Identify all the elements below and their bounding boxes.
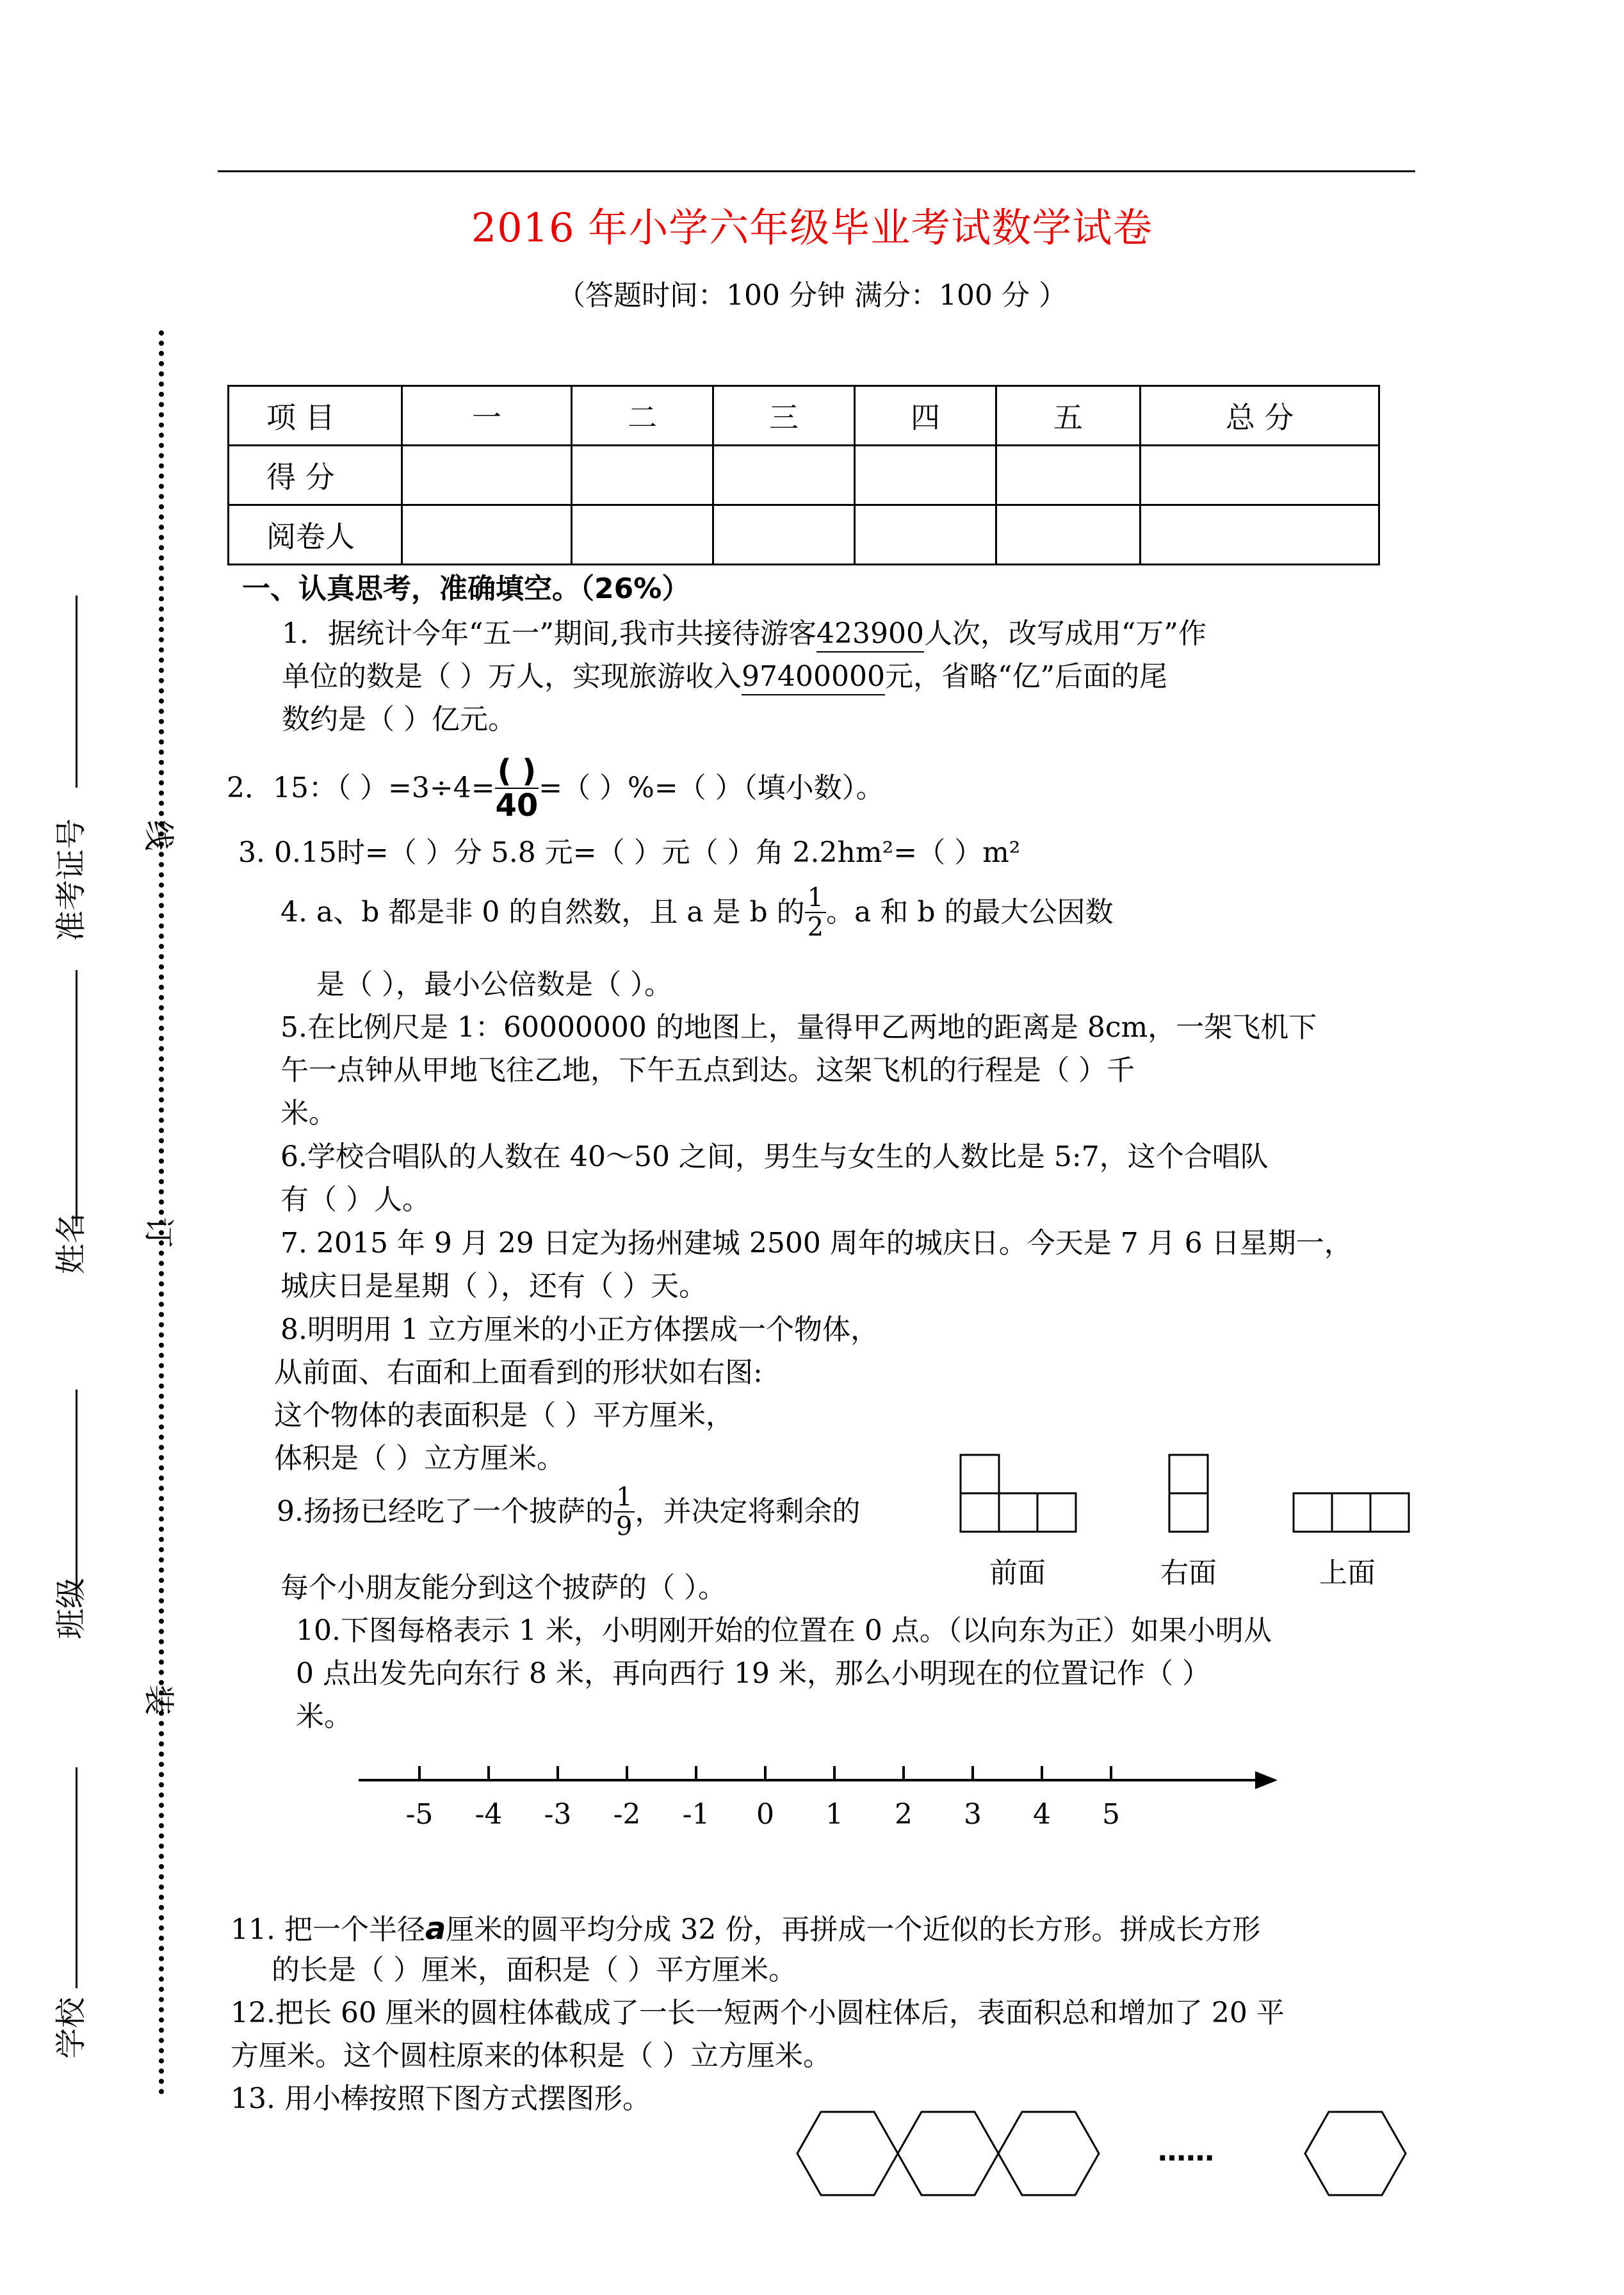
- q4-fraction-den: 2: [807, 912, 824, 942]
- q4-fraction-num: 1: [805, 885, 826, 913]
- school-label: 学校: [53, 1997, 89, 2059]
- q9-fraction-num: 1: [613, 1484, 635, 1512]
- q5-line2: 午一点钟从甲地飞往乙地，下午五点到达。这架飞机的行程是（ ）千: [280, 1054, 1135, 1087]
- q12-line1: 12.把长 60 厘米的圆柱体截成了一长一短两个小圆柱体后，表面积总和增加了 20 平: [231, 1997, 1285, 2029]
- q9-fraction-den: 9: [615, 1512, 633, 1541]
- top-rule: [218, 170, 1415, 172]
- q2-fraction-num: ( ): [495, 756, 539, 789]
- table-row: [229, 446, 1379, 505]
- q1-number-visitors: 423900: [816, 617, 924, 653]
- score-cell[interactable]: [713, 505, 855, 565]
- binding-dotted-line: [159, 330, 164, 2095]
- exam-info: （答题时间：100 分钟 满分：100 分 ）: [557, 279, 1067, 312]
- class-line[interactable]: [76, 1390, 77, 1601]
- q5-line1: 5.在比例尺是 1：60000000 的地图上，量得甲乙两地的距离是 8cm，一架飞机下: [280, 1011, 1317, 1044]
- q1-text: 人次，改写成用“万”作: [923, 617, 1206, 650]
- view-caption-top: 上面: [1319, 1557, 1376, 1589]
- number-line-label: -1: [682, 1798, 710, 1831]
- q1-line2: [282, 660, 1167, 693]
- school-line[interactable]: [76, 1767, 77, 1988]
- score-cell[interactable]: [572, 505, 713, 565]
- q10-line2: 0 点出发先向东行 8 米，再向西行 19 米，那么小明现在的位置记作（ ）: [296, 1657, 1210, 1690]
- number-line-label: 2: [895, 1798, 913, 1831]
- hexagon: [998, 2112, 1099, 2195]
- class-label: 班级: [53, 1577, 89, 1639]
- table-row: [229, 505, 1379, 565]
- q13-hexagon-pattern: [794, 2105, 1434, 2234]
- number-line-label: -5: [405, 1798, 434, 1831]
- number-line-label: 4: [1033, 1798, 1051, 1831]
- q6-line2: 有（ ）人。: [280, 1183, 430, 1216]
- q8-line4: 体积是（ ）立方厘米。: [274, 1442, 565, 1475]
- q9-fraction: [613, 1484, 635, 1539]
- q4-text: 。a 和 b 的最大公因数: [826, 896, 1114, 929]
- score-cell[interactable]: [996, 505, 1141, 565]
- table-cell: 一: [402, 386, 572, 446]
- table-cell: 阅卷人: [229, 505, 402, 565]
- score-cell[interactable]: [572, 446, 713, 505]
- exam-id-label: 准考证号: [53, 818, 89, 941]
- front-view-square: [961, 1455, 999, 1493]
- q11-text: 11. 把一个半径: [231, 1913, 425, 1946]
- q11-text: 厘米的圆平均分成 32 份，再拼成一个近似的长方形。拼成长方形: [446, 1913, 1261, 1946]
- q1-number-income: 97400000: [742, 660, 885, 695]
- right-view-square: [1169, 1493, 1208, 1532]
- number-line-label: 5: [1102, 1798, 1120, 1831]
- table-cell: 二: [572, 386, 713, 446]
- q8-line3: 这个物体的表面积是（ ）平方厘米，: [274, 1399, 734, 1432]
- q6-line1: 6.学校合唱队的人数在 40～50 之间，男生与女生的人数比是 5:7，这个合唱队: [280, 1140, 1269, 1173]
- q2-fraction: [495, 753, 539, 823]
- number-line-arrow: [1255, 1771, 1278, 1789]
- q10-number-line: [359, 1755, 1281, 1838]
- hexagon: [797, 2112, 898, 2195]
- table-cell: 项 目: [229, 386, 402, 446]
- front-view-square: [999, 1493, 1037, 1532]
- q4-text: 4. a、b 都是非 0 的自然数，且 a 是 b 的: [280, 896, 805, 929]
- q13-ellipsis: ……: [1158, 2135, 1214, 2168]
- q12-line2: 方厘米。这个圆柱原来的体积是（ ）立方厘米。: [231, 2040, 831, 2072]
- q1-text: 元，省略“亿”后面的尾: [884, 660, 1167, 693]
- table-cell: 总 分: [1141, 386, 1379, 446]
- number-line-label: 3: [964, 1798, 982, 1831]
- q1-line3: 数约是（ ）亿元。: [282, 703, 516, 736]
- q2-text: 2．15：（ ）=3÷4=: [227, 772, 495, 804]
- q9-text: 9.扬扬已经吃了一个披萨的: [277, 1495, 613, 1528]
- section-heading: 一、认真思考，准确填空。（26%）: [242, 572, 690, 605]
- exam-id-line[interactable]: [76, 596, 77, 788]
- score-cell[interactable]: [713, 446, 855, 505]
- top-view-square: [1370, 1493, 1409, 1532]
- page-title: 2016 年小学六年级毕业考试数学试卷: [471, 204, 1153, 251]
- hexagon: [898, 2112, 998, 2195]
- q9-text: ，并决定将剩余的: [635, 1495, 861, 1528]
- front-view-square: [1037, 1493, 1076, 1532]
- q5-line3: 米。: [280, 1097, 337, 1130]
- q7-line2: 城庆日是星期（ ），还有（ ）天。: [280, 1270, 707, 1302]
- table-cell: 得 分: [229, 446, 402, 505]
- q9-line2: 每个小朋友能分到这个披萨的（ ）。: [280, 1571, 726, 1604]
- q7-line1: 7. 2015 年 9 月 29 日定为扬州建城 2500 周年的城庆日。今天是 7 月 6 日星期一，: [280, 1227, 1352, 1260]
- q1-text: 1．据统计今年“五一”期间,我市共接待游客: [282, 617, 816, 650]
- score-cell[interactable]: [996, 446, 1141, 505]
- top-view-square: [1332, 1493, 1370, 1532]
- right-view-square: [1169, 1455, 1208, 1493]
- binding-char-zhuang: 装: [140, 1684, 177, 1715]
- q1-line1: [282, 617, 1206, 650]
- q11-line1: [231, 1911, 1261, 1947]
- score-cell[interactable]: [402, 505, 572, 565]
- q11-variable: a: [425, 1911, 446, 1947]
- q4-fraction: [805, 885, 826, 940]
- q4-line1: [280, 885, 1113, 940]
- score-cell[interactable]: [855, 505, 996, 565]
- number-line-label: -2: [613, 1798, 641, 1831]
- top-view-square: [1294, 1493, 1332, 1532]
- q10-line1: 10.下图每格表示 1 米，小明刚开始的位置在 0 点。（以向东为正）如果小明从: [296, 1614, 1272, 1647]
- view-caption-front: 前面: [989, 1557, 1046, 1589]
- table-cell: 四: [855, 386, 996, 446]
- front-view-square: [961, 1493, 999, 1532]
- name-label: 姓名: [53, 1212, 89, 1274]
- score-cell[interactable]: [402, 446, 572, 505]
- q2-text: =（ ）%=（ ）（填小数）。: [539, 772, 884, 804]
- hexagon: [1305, 2112, 1406, 2195]
- score-cell[interactable]: [1141, 505, 1379, 565]
- binding-char-ding: 订: [140, 1217, 177, 1248]
- score-table: [227, 385, 1380, 565]
- q10-line3: 米。: [296, 1700, 352, 1733]
- view-caption-right: 右面: [1160, 1557, 1217, 1589]
- name-line[interactable]: [76, 970, 77, 1226]
- number-line-label: -4: [475, 1798, 503, 1831]
- number-line-label: -3: [544, 1798, 572, 1831]
- number-line-label: 0: [756, 1798, 774, 1831]
- table-cell: 五: [996, 386, 1141, 446]
- binding-char-xian: 线: [140, 820, 177, 851]
- q4-line2: 是（ ），最小公倍数是（ ）。: [316, 968, 672, 1001]
- q9-line1: [277, 1484, 860, 1539]
- score-cell[interactable]: [1141, 446, 1379, 505]
- q13-line: 13. 用小棒按照下图方式摆图形。: [231, 2082, 651, 2115]
- q2-line: [227, 753, 884, 823]
- number-line-label: 1: [825, 1798, 843, 1831]
- q2-fraction-den: 40: [495, 788, 539, 823]
- score-cell[interactable]: [855, 446, 996, 505]
- q1-text: 单位的数是（ ）万人，实现旅游收入: [282, 660, 742, 693]
- q3-line: 3. 0.15时=（ ）分 5.8 元=（ ）元（ ）角 2.2hm²=（ ）m²: [238, 836, 1021, 869]
- table-cell: 三: [713, 386, 855, 446]
- q8-line1: 8.明明用 1 立方厘米的小正方体摆成一个物体，: [280, 1313, 879, 1346]
- q8-line2: 从前面、右面和上面看到的形状如右图:: [274, 1356, 763, 1389]
- q11-line2: 的长是（ ）厘米，面积是（ ）平方厘米。: [272, 1954, 797, 1986]
- table-row: [229, 386, 1379, 446]
